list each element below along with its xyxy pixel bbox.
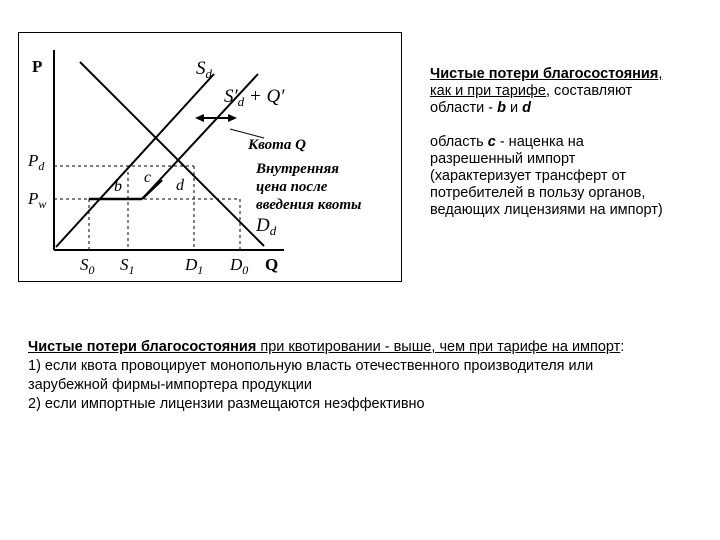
area-c-label: c bbox=[144, 169, 152, 186]
bottom-item-1b: зарубежной фирмы-импортера продукции bbox=[28, 377, 312, 393]
net-loss-paragraph bbox=[430, 66, 668, 117]
x-axis-label: Q bbox=[265, 255, 279, 274]
supply-label: $S_d$ bbox=[196, 58, 212, 81]
bottom-item-2: 2) если импортные лицензии размещаются неэффективно bbox=[28, 396, 425, 412]
bottom-item-1a: 1) если квота провоцирует монопольную власть отечественного производителя или bbox=[28, 358, 594, 374]
demand-label: $D_d$ bbox=[256, 215, 277, 238]
net-loss-term: Чистые потери благосостояния bbox=[430, 66, 659, 82]
area-d-ref: d bbox=[522, 100, 532, 116]
area-c-ref: c bbox=[487, 134, 496, 150]
quota-label: Квота Q bbox=[248, 137, 306, 153]
world-price-label: $P_w$ bbox=[28, 189, 47, 211]
area-b-ref: b bbox=[497, 100, 506, 116]
x-tick-s0: $S_0$ bbox=[80, 255, 95, 277]
domestic-price-note: Внутренняя цена после введения квоты bbox=[256, 161, 362, 213]
as-with-tariff: , как и при тарифе, bbox=[430, 66, 663, 99]
side-note bbox=[430, 66, 668, 219]
area-c-paragraph bbox=[430, 134, 668, 219]
arrow-head-left bbox=[195, 114, 204, 122]
supply-plus-quota-curve bbox=[142, 74, 258, 199]
x-tick-d1: $D_1$ bbox=[185, 255, 204, 277]
area-c-intro: область bbox=[430, 134, 488, 150]
area-c-rest: - наценка на разрешенный импорт (характеризует трансферт от потребителей в пользу органов, ведающих лицензиями на импорт) bbox=[430, 134, 663, 218]
bottom-lead-term: Чистые потери благосостояния bbox=[28, 339, 257, 355]
domestic-supply-curve bbox=[56, 74, 214, 247]
area-b-label: b bbox=[114, 178, 122, 195]
quota-welfare-diagram bbox=[18, 32, 402, 282]
supply-shift-label: $S'_d + Q'$ bbox=[224, 86, 285, 109]
y-axis-label: P bbox=[32, 57, 43, 76]
net-loss-rest: составляют области - bbox=[430, 83, 633, 116]
x-tick-d0: $D_0$ bbox=[230, 255, 249, 277]
bottom-lead bbox=[28, 338, 708, 357]
area-d-label: d bbox=[176, 177, 184, 194]
bottom-lead-colon: : bbox=[620, 339, 625, 355]
bottom-text bbox=[28, 338, 708, 414]
arrow-head-right bbox=[228, 114, 237, 122]
and-word: и bbox=[505, 100, 523, 116]
domestic-price-label: $P_d$ bbox=[28, 151, 45, 173]
bottom-lead-rest: при квотировании - выше, чем при тарифе на импорт bbox=[256, 339, 621, 355]
x-tick-s1: $S_1$ bbox=[120, 255, 135, 277]
